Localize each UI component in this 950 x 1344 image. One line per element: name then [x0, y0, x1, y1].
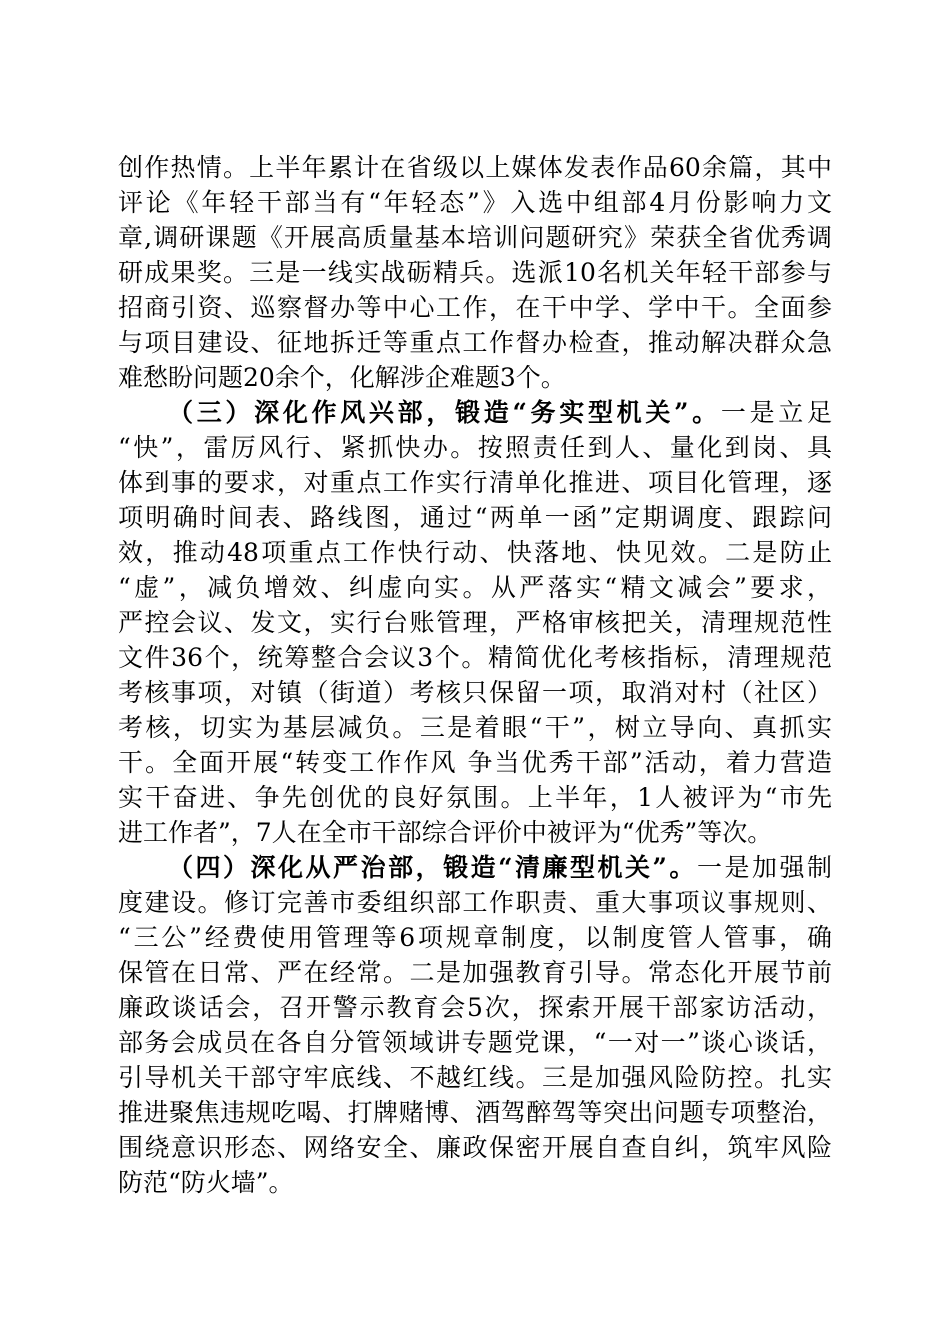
text-line: 实干奋进、争先创优的良好氛围。上半年，1人被评为“市先 — [118, 783, 832, 812]
text-line: 招商引资、巡察督办等中心工作，在干中学、学中干。全面参 — [118, 293, 832, 322]
document-page — [118, 150, 832, 1200]
text-line: 推进聚焦违规吃喝、打牌赌博、酒驾醉驾等突出问题专项整治， — [118, 1098, 832, 1127]
text-line: 文件36个，统筹整合会议3个。精简优化考核指标，清理规范 — [118, 643, 832, 672]
text-line: 与项目建设、征地拆迁等重点工作督办检查，推动解决群众急 — [118, 328, 832, 357]
text-line: 创作热情。上半年累计在省级以上媒体发表作品60余篇，其中 — [118, 153, 832, 182]
text-fragment: 一是立足 — [720, 398, 832, 427]
text-line: 体到事的要求，对重点工作实行清单化推进、项目化管理，逐 — [118, 468, 832, 497]
text-line: “快”，雷厉风行、紧抓快办。按照责任到人、量化到岗、具 — [118, 433, 832, 462]
section-heading: （四）深化从严治部，锻造“清廉型机关”。 — [168, 853, 697, 882]
text-line: 严控会议、发文，实行台账管理，严格审核把关，清理规范性 — [118, 608, 832, 637]
text-line: 难愁盼问题20余个，化解涉企难题3个。 — [118, 363, 566, 392]
text-line: 干。全面开展“转变工作作风 争当优秀干部”活动，着力营造 — [118, 748, 832, 777]
text-line: 进工作者”，7人在全市干部综合评价中被评为“优秀”等次。 — [118, 818, 773, 847]
text-line: 保管在日常、严在经常。二是加强教育引导。常态化开展节前 — [118, 958, 832, 987]
paragraph-first-line — [118, 850, 832, 885]
text-line: 防范“防火墙”。 — [118, 1168, 294, 1197]
text-line: 效，推动48项重点工作快行动、快落地、快见效。二是防止 — [118, 538, 832, 567]
text-line: 章,调研课题《开展高质量基本培训问题研究》荣获全省优秀调 — [118, 223, 832, 252]
text-line: 考核，切实为基层减负。三是着眼“干”，树立导向、真抓实 — [118, 713, 832, 742]
text-line: 研成果奖。三是一线实战砺精兵。选派10名机关年轻干部参与 — [118, 258, 832, 287]
paragraph-3 — [118, 850, 832, 1200]
paragraph-first-line — [118, 395, 832, 430]
text-line: 引导机关干部守牢底线、不越红线。三是加强风险防控。扎实 — [118, 1063, 832, 1092]
text-line: “三公”经费使用管理等6项规章制度，以制度管人管事，确 — [118, 923, 832, 952]
text-line: 围绕意识形态、网络安全、廉政保密开展自查自纠，筑牢风险 — [118, 1133, 832, 1162]
section-heading: （三）深化作风兴部，锻造“务实型机关”。 — [168, 398, 721, 427]
paragraph-1 — [118, 150, 832, 395]
text-fragment: 一是加强制 — [696, 853, 832, 882]
text-line: 评论《年轻干部当有“年轻态”》入选中组部4月份影响力文 — [118, 188, 832, 217]
text-line: 廉政谈话会，召开警示教育会5次，探索开展干部家访活动， — [118, 993, 832, 1022]
paragraph-2 — [118, 395, 832, 850]
text-line: “虚”，减负增效、纠虚向实。从严落实“精文减会”要求， — [118, 573, 832, 602]
text-line: 考核事项，对镇（街道）考核只保留一项，取消对村（社区） — [118, 678, 832, 707]
text-line: 部务会成员在各自分管领域讲专题党课，“一对一”谈心谈话， — [118, 1028, 832, 1057]
text-line: 项明确时间表、路线图，通过“两单一函”定期调度、跟踪问 — [118, 503, 832, 532]
text-line: 度建设。修订完善市委组织部工作职责、重大事项议事规则、 — [118, 888, 832, 917]
